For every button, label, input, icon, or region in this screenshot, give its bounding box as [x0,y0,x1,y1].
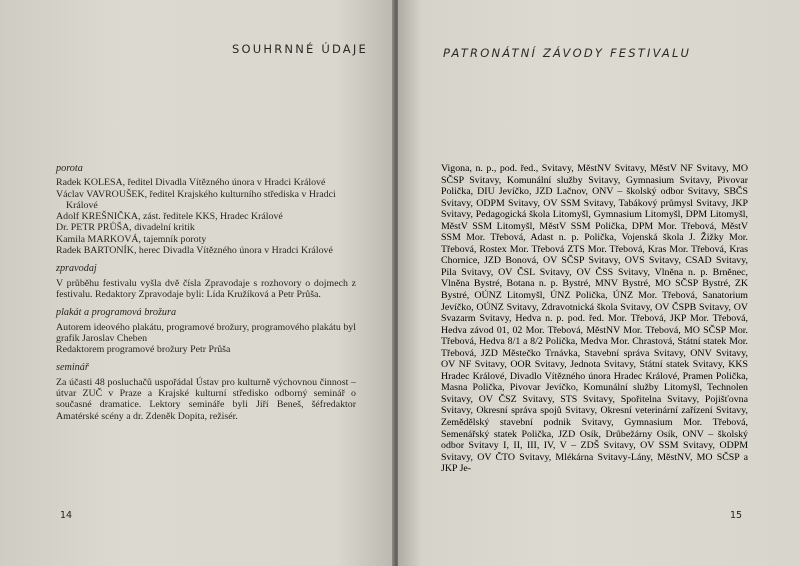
right-page-header: PATRONÁTNÍ ZÁVODY FESTIVALU [443,46,692,60]
plakat-line: Redaktorem programové brožury Petr Průša [56,344,231,356]
page-number-left: 14 [60,510,73,521]
left-page [0,0,396,566]
zpravodaj-paragraph: V průběhu festivalu vyšla dvě čísla Zpravodaje s rozhovory o dojmech z festivalu. Redaktory Zpravodaje byli: Lída Kružíková a Petr Průša. [56,277,356,300]
sponsors-paragraph: Vigona, n. p., pod. řed., Svitavy, MěstNV Svitavy, MěstV NF Svitavy, MO SČSP Svitavy, Komunální služby Svitavy, Gymnasium Svitavy, Pivovar Polička, DIU Jevíčko, JZD Lačnov, ONV – školský odbor Svitavy, SBČS Svitavy, ODPM Svitavy, OV SSM Svitavy, Tabákový průmysl Svitavy, JKP Svitavy, Pedagogická škola Litomyšl, Gymnasium Litomyšl, DPM Litomyšl, MěstV SSM Litomyšl, MěstV SSM Polička, DPM Mor. Třebová, MěstV SSM Mor. Třebová, Adast n. p. Polička, Vojenská škola J. Žižky Mor. Třebová, Rostex Mor. Třebová ZTS Mor. Třebová, Kras Mor. Třebová, Kras Chornice, JZD Bonová, OV SČSP Svitavy, OVS Svitavy, CSAD Svitavy, Pila Svitavy, OV ČSL Svitavy, OV ČSS Svitavy, Vlněna n. p. Brněnec, Vlněna Bystré, Botana n. p. Bystré, MNV Bystré, MO SČSP Bystré, ZK Bystré, OÚNZ Litomyšl, ÚNZ Polička, ÚNZ Mor. Třebová, Sanatorium Jevíčko, OÚNZ Svitavy, Zdravotnická škola Svitavy, OV ČSPB Svitavy, OV Svazarm Svitavy, Hedva n. p. pod. řed. Mor. Třebová, JKP Mor. Třebová, Hedva závod 01, 02 Mor. Třebová, MěstNV Mor. Třebová, MO SČSP Mor. Třebová, Hedva 8/1 a 8/2 Polička, Medva Mor. Chrastová, Státní statek Mor. Třebová, JZD Městečko Trnávka, Stavební správa Svitavy, ONV Svitavy, OV NF Svitavy, OOR Svitavy, Jednota Svitavy, Státní statek Svitavy, KKS Hradec Králové, Divadlo Vítězného února Hradec Králové, Pramen Polička, Masna Polička, Pivovar Jevíčko, Komunální služby Litomyšl, Technolen Svitavy, OV ČSZ Svitavy, STS Svitavy, Spořitelna Svitavy, Pojišťovna Svitavy, Okresní správa spojů Svitavy, Okresní veterinární zařízení Svitavy, Zemědělský stavební podnik Svitavy, Gymnasium Mor. Třebová, Semenářský statek Polička, JZD Osík, Drůbežárny Osík, ONV – školský odbor Svitavy I, II, III, IV, V – ZDŠ Svitavy, OV SSM Svitavy, ODPM Svitavy, OV ČTO Svitavy, Mlékárna Svitavy-Lány, MěstNV, MO SČSP a JKP Je- [441,163,748,475]
seminar-paragraph: Za účasti 48 posluchačů uspořádal Ústav pro kulturně výchovnou činnost – útvar ZUČ v Praze a Krajské kulturní středisko odborný seminář o současné dramatice. Lektory semináře byli Jiří Beneš, šéfredaktor Amatérské scény a dr. Zdeněk Dopita, režisér. [56,376,356,422]
jury-member: Radek BARTONÍK, herec Divadla Vítězného února v Hradci Králové [56,245,333,257]
left-page-header: SOUHRNNÉ ÚDAJE [232,42,368,56]
jury-member: Václav VAVROUŠEK, ředitel Krajského kulturního střediska v Hradci Králové [56,188,336,211]
section-heading-zpravodaj: zpravodaj [56,263,97,275]
section-heading-seminar: seminář [56,362,89,374]
jury-member: Kamila MARKOVÁ, tajemník poroty [56,233,207,245]
left-page-content [56,163,356,422]
page-number-right: 15 [730,510,743,521]
plakat-line: Autorem ideového plakátu, programové brožury, programového plakátu byl grafik Jaroslav Cheben [56,321,356,344]
section-heading-porota: porota [56,163,83,174]
section-heading-plakat: plakát a programová brožura [56,307,177,319]
jury-member: Radek KOLESA, ředitel Divadla Vítězného února v Hradci Králové [56,177,326,189]
jury-list [56,177,356,256]
jury-member: Adolf KREŠNIČKA, zást. ředitele KKS, Hradec Králové [56,211,283,223]
jury-member: Dr. PETR PRŮŠA, divadelní kritik [56,222,195,234]
